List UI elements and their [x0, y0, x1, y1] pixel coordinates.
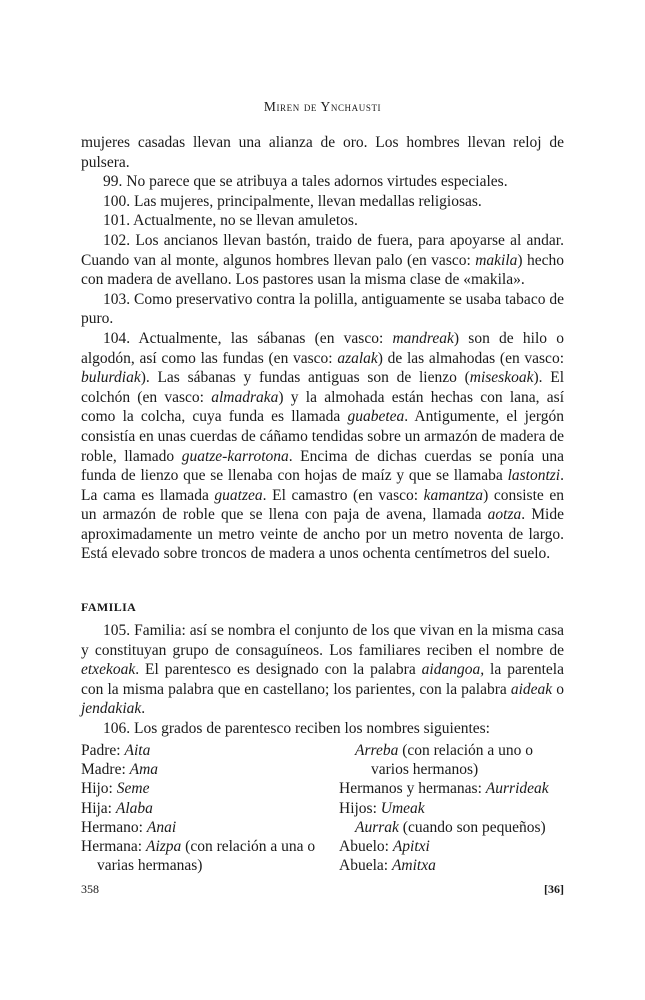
- p104-text-g: . Antigumente, el jergón consistía en unas cuerdas de cáñamo tendidas sobre un armazón de madera de roble, llamado: [81, 408, 565, 465]
- paragraph-100: 100. Las mujeres, principalmente, llevan medallas religiosas.: [103, 192, 482, 210]
- p104-text-f: ) y la almohada están hechas con lana, así como la colcha, cuya funda es llamada: [81, 388, 564, 426]
- p105-text-a: 105. Familia: así se nombra el conjunto de los que vivan en la misma casa y constituyan grupo de consaguíneos. Los familiares reciben el nombre de: [81, 622, 564, 659]
- kinship-note: (con relación a uno o varios hermanos): [371, 742, 534, 779]
- kinship-item: [339, 799, 569, 818]
- kinship-term: Anai: [146, 818, 177, 836]
- kinship-term: Alaba: [115, 799, 153, 817]
- kinship-list-left: [81, 741, 321, 875]
- kinship-label: Abuelo:: [339, 838, 393, 856]
- p104-text-c: ) de las almahodas (en vasco:: [377, 349, 564, 367]
- kinship-label: Padre:: [81, 742, 125, 759]
- main-text: [81, 133, 564, 564]
- p105-text-d: o: [552, 680, 565, 698]
- kinship-term: Aizpa: [145, 838, 182, 856]
- p104-term-7: guatze-karrotona: [181, 447, 289, 465]
- paragraph-103: 103. Como preservativo contra la polilla, antiguamente se usaba tabaco de puro.: [81, 290, 564, 328]
- page-number: 358: [81, 882, 99, 896]
- p104-text-b: ) son de hilo o algodón, así como las fundas (en vasco:: [81, 329, 564, 367]
- paragraph-continuation: mujeres casadas llevan una alianza de oro. Los hombres llevan reloj de pulsera.: [81, 134, 564, 171]
- page-reference: [36]: [544, 882, 564, 896]
- kinship-term: Ama: [129, 761, 159, 779]
- kinship-item: [81, 741, 321, 760]
- kinship-label: Hermana:: [81, 838, 146, 856]
- kinship-note: (cuando son pequeños): [398, 818, 546, 836]
- kinship-term: Umeak: [380, 799, 425, 817]
- p105-term-3: aideak: [510, 680, 553, 698]
- p104-text-h: . Encima de dichas cuerdas se ponía una funda de lienzo que se llenaba con hojas de maíz y que se llamaba: [81, 447, 564, 485]
- p104-text-a: 104. Actualmente, las sábanas (en vasco:: [103, 329, 393, 347]
- kinship-list-right: [339, 741, 569, 875]
- kinship-item: [339, 779, 569, 798]
- kinship-item: [81, 818, 321, 837]
- kinship-item: [339, 837, 569, 856]
- paragraph-106: 106. Los grados de parentesco reciben los nombres siguientes:: [103, 719, 490, 737]
- p104-term-1: mandreak: [392, 329, 454, 347]
- kinship-term: Aurrideak: [485, 780, 549, 798]
- kinship-label: Madre:: [81, 761, 130, 779]
- kinship-term: Amitxa: [391, 857, 436, 875]
- kinship-term: Apitxi: [392, 838, 430, 856]
- p105-text-c: la parentela con la misma palabra que en castellano; los parientes, con la palabra: [81, 661, 564, 698]
- p105-term-1: etxekoak: [81, 661, 136, 679]
- p104-term-4: miseskoak: [469, 369, 534, 387]
- paragraph-102: [81, 231, 564, 290]
- paragraph-105: [81, 621, 564, 719]
- family-section-text: [81, 621, 564, 739]
- kinship-label: Hijo:: [81, 780, 117, 798]
- kinship-term: Seme: [116, 780, 150, 798]
- kinship-item: [339, 856, 569, 875]
- kinship-item: [81, 837, 321, 875]
- p105-term-4: jendakiak: [81, 700, 142, 718]
- p104-text-i: . La cama es llamada: [81, 467, 564, 504]
- kinship-label: Abuela:: [339, 857, 392, 875]
- section-heading: FAMILIA: [81, 600, 137, 614]
- p102-term: makila: [475, 251, 518, 269]
- p102-text-b: ) hecho con madera de avellano. Los pastores usan la misma clase de «makila».: [81, 251, 565, 289]
- paragraph-104: [81, 329, 564, 564]
- paragraph-101: 101. Actualmente, no se llevan amuletos.: [103, 212, 358, 230]
- kinship-item: [339, 741, 569, 779]
- p104-term-11: aotza: [487, 506, 522, 524]
- running-header: Miren de Ynchausti: [263, 99, 382, 114]
- p104-text-k: ) consiste en un armazón de roble que se llena con paja de avena, llamada: [81, 486, 564, 524]
- paragraph-99: 99. No parece que se atribuya a tales adornos virtudes especiales.: [103, 173, 508, 191]
- p105-text-e: .: [141, 700, 146, 718]
- p104-text-e: ). El colchón (en vasco:: [81, 369, 565, 406]
- p105-term-2: aidangoa,: [421, 661, 485, 679]
- p104-term-5: almadraka: [211, 388, 279, 406]
- kinship-item: [81, 760, 321, 779]
- kinship-note: (con relación a una o varias hermanas): [97, 838, 316, 875]
- p102-text-a: 102. Los ancianos llevan bastón, traido de fuera, para apoyarse al andar. Cuando van al monte, algunos hombres llevan palo (en vasco:: [81, 231, 564, 269]
- p104-term-2: azalak: [337, 349, 378, 367]
- p104-text-j: . El camastro (en vasco:: [262, 486, 424, 504]
- p104-text-d: ). Las sábanas y fundas antiguas son de lienzo (: [140, 369, 470, 387]
- kinship-item: [81, 799, 321, 818]
- kinship-item: [81, 779, 321, 798]
- kinship-label: Hermano:: [81, 818, 147, 836]
- kinship-item: [339, 818, 569, 837]
- p104-term-8: lastontzi: [507, 467, 561, 485]
- p105-text-b: . El parentesco es designado con la palabra: [135, 661, 422, 679]
- p104-term-3: bulurdiak: [81, 369, 141, 387]
- p104-term-10: kamantza: [423, 486, 484, 504]
- kinship-label: Hija:: [81, 799, 116, 817]
- kinship-label: Hijos:: [339, 799, 381, 817]
- kinship-term: Arreba: [355, 742, 399, 759]
- p104-term-9: guatzea: [214, 486, 263, 504]
- kinship-term: Aurrak: [355, 818, 399, 836]
- p104-term-6: guabetea: [347, 408, 405, 426]
- kinship-label: Hermanos y hermanas:: [339, 780, 486, 798]
- p104-text-l: . Mide aproximadamente un metro veinte de ancho por un metro noventa de largo. Está elevado sobre troncos de madera a unos ochenta centímetros del suelo.: [81, 506, 564, 563]
- kinship-term: Aita: [124, 742, 151, 759]
